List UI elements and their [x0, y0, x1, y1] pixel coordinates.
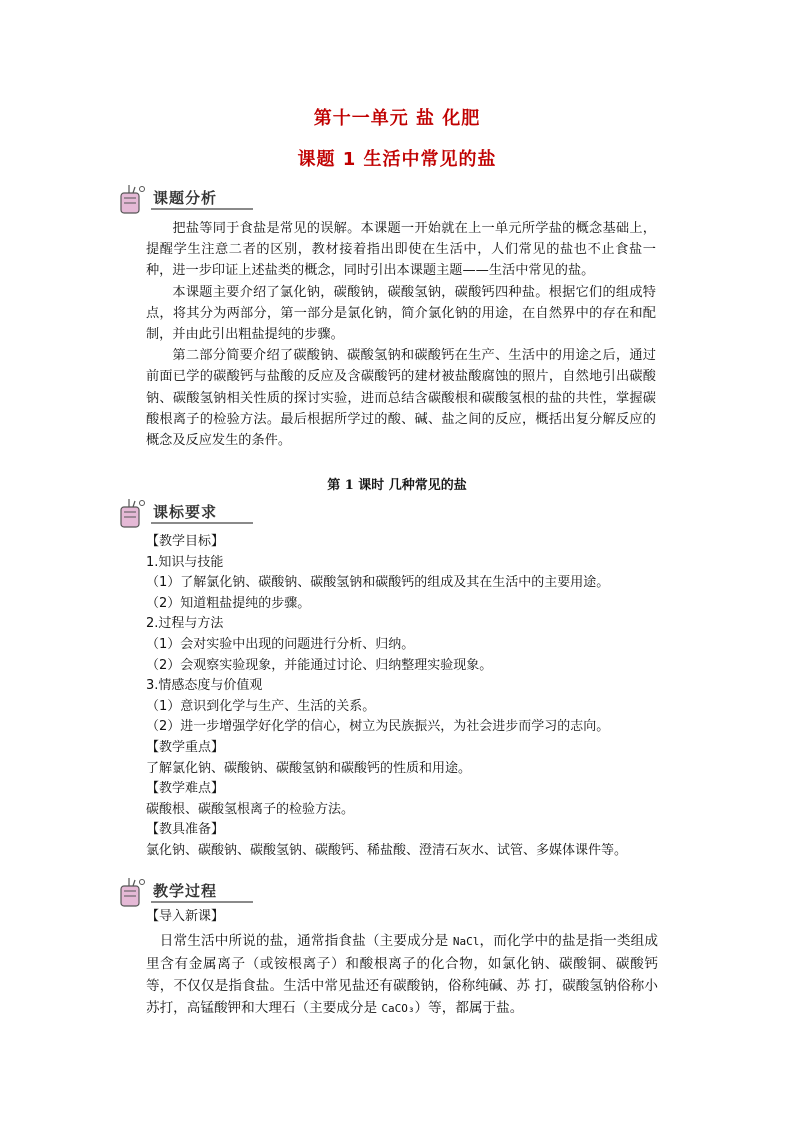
list-item: 【教学难点】	[146, 781, 225, 797]
section-badge-analysis	[115, 183, 253, 213]
list-item: 3.情感态度与价值观	[146, 678, 263, 694]
badge-label: 教学过程	[153, 882, 218, 900]
paragraph: 把盐等同于食盐是常见的误解。本课题一开始就在上一单元所学盐的概念基础上，提醒学生注意二者的区别，教材接着指出即使在生活中，人们常见的盐也不止食盐一种，进一步印证上述盐类的概念，同时引出本课题主题——生活中常见的盐。	[146, 221, 656, 279]
list-item: 【教学目标】	[146, 534, 225, 549]
cup-icon	[115, 183, 151, 215]
list-item: （1）了解氯化钠、碳酸钠、碳酸氢钠和碳酸钙的组成及其在生活中的主要用途。	[146, 575, 610, 591]
intro-text	[146, 930, 658, 1020]
list-item: （2）进一步增强学好化学的信心，树立为民族振兴，为社会进步而学习的志向。	[146, 719, 610, 735]
lesson-topic-title: 课题 1 生活中常见的盐	[297, 149, 497, 170]
badge-underline	[151, 901, 253, 903]
intro-heading: 【导入新课】	[146, 909, 225, 924]
intro-heading-wrap	[146, 907, 666, 928]
intro-text-part: 日常生活中所说的盐，通常指食盐（主要成分是	[159, 933, 453, 949]
section-badge-process	[115, 876, 253, 906]
lesson-title: 第 1 课时 几种常见的盐	[327, 478, 467, 493]
cup-icon	[115, 876, 151, 908]
list-item: 氯化钠、碳酸钠、碳酸氢钠、碳酸钙、稀盐酸、澄清石灰水、试管、多媒体课件等。	[146, 842, 628, 858]
badge-underline	[151, 522, 253, 524]
list-item: （1）会对实验中出现的问题进行分析、归纳。	[146, 636, 415, 652]
list-item: 【教学重点】	[146, 739, 225, 755]
intro-paragraph	[146, 930, 658, 1020]
paragraph: 本课题主要介绍了氯化钠，碳酸钠，碳酸氢钠，碳酸钙四种盐。根据它们的组成特点，将其分为两部分，第一部分是氯化钠，简介氯化钠的用途，在自然界中的存在和配制，并由此引出粗盐提纯的步骤。	[146, 284, 656, 343]
paragraph: 第二部分简要介绍了碳酸钠、碳酸氢钠和碳酸钙在生产、生活中的用途之后，通过前面已学的碳酸钙与盐酸的反应及含碳酸钙的建材被盐酸腐蚀的照片，自然地引出碳酸钠、碳酸氢钠相关性质的探讨实验，进而总结含碳酸根和碳酸氢根的盐的共性，掌握碳酸根离子的检验方法。最后根据所学过的酸、碱、盐之间的反应，概括出复分解反应的概念及反应发生的条件。	[146, 348, 656, 449]
list-item: （2）知道粗盐提纯的步骤。	[146, 595, 311, 611]
list-item: 【教具准备】	[146, 822, 225, 838]
objectives-list	[146, 532, 666, 862]
list-item: （1）意识到化学与生产、生活的关系。	[146, 698, 376, 714]
cup-icon	[115, 497, 151, 529]
badge-label: 课题分析	[153, 189, 218, 207]
unit-title: 第十一单元 盐 化肥	[313, 108, 481, 129]
list-item: 2.过程与方法	[146, 616, 224, 632]
intro-text-part: ）等，都属于盐。	[414, 1000, 524, 1016]
list-item: 1.知识与技能	[146, 554, 224, 570]
section-badge-standard	[115, 497, 253, 527]
list-item: 碳酸根、碳酸氢根离子的检验方法。	[146, 801, 355, 817]
formula-caco3: CaCO₃	[381, 1002, 415, 1015]
badge-underline	[151, 208, 253, 210]
badge-label: 课标要求	[153, 503, 218, 521]
list-item: 了解氯化钠、碳酸钠、碳酸氢钠和碳酸钙的性质和用途。	[146, 760, 472, 776]
formula-nacl: NaCl	[452, 935, 480, 948]
list-item: （2）会观察实验现象，并能通过讨论、归纳整理实验现象。	[146, 657, 493, 673]
intro-text-part: ，而化学中的盐是指一类组成里含有金属离子（或铵根离子）和酸根离子的化合物，如氯化钠、碳酸铜、碳酸钙等，不仅仅是指食盐。生活中常见盐还有碳酸钠，俗称纯碱、苏 打，碳酸氢钠俗称小苏打，高锰酸钾和大理石（主要成分是	[146, 933, 658, 1016]
analysis-text	[146, 218, 656, 451]
